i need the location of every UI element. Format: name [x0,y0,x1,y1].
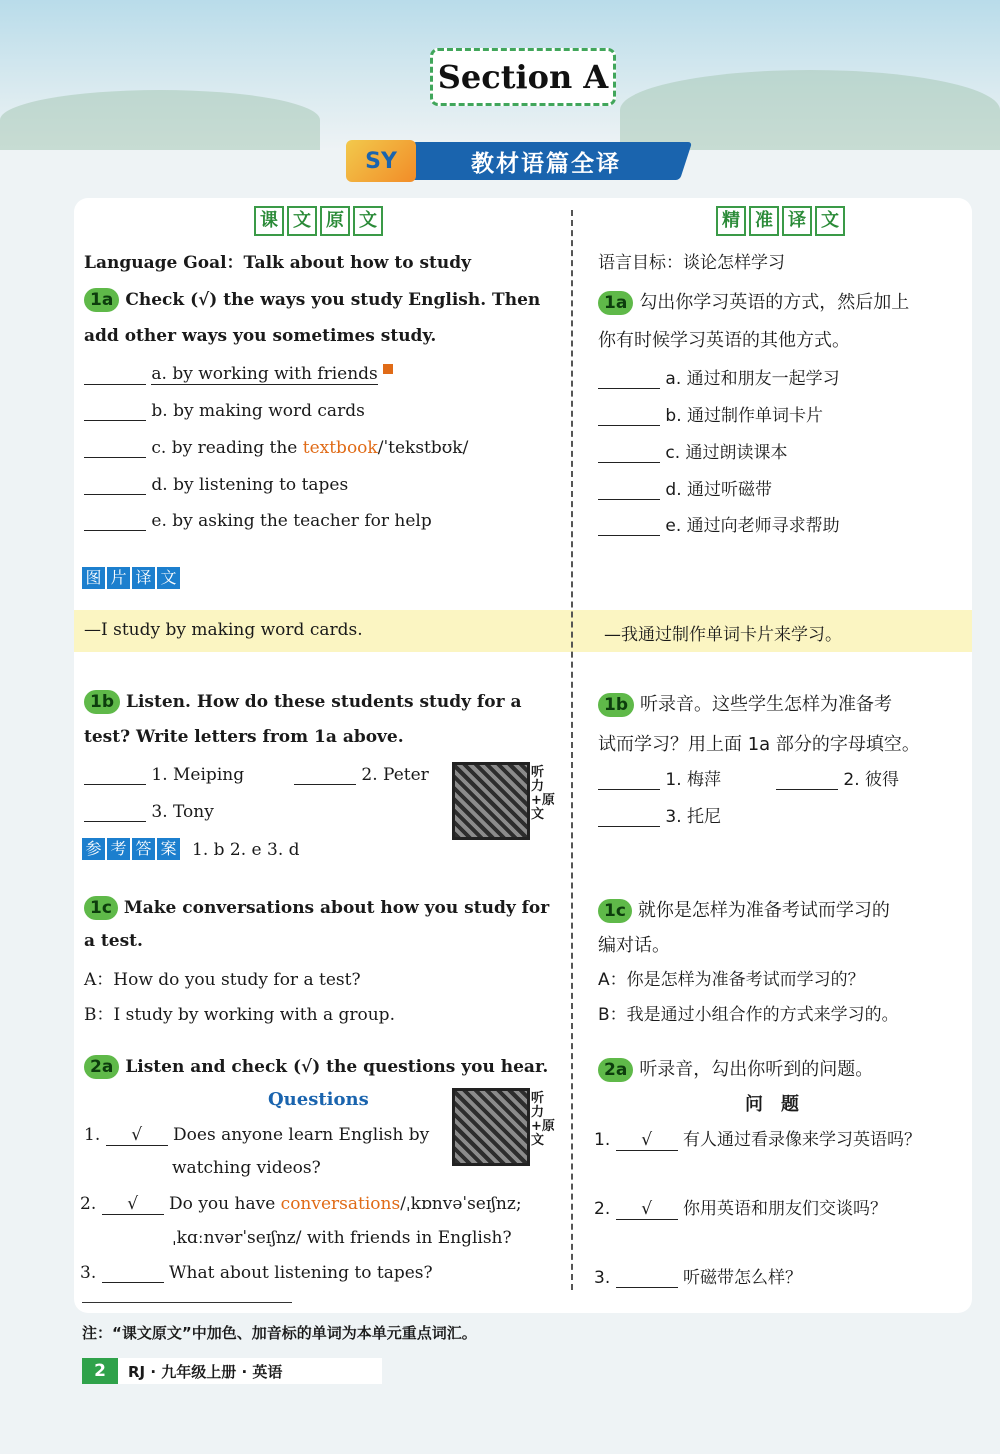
check-mark[interactable]: √ [616,1130,678,1151]
tag-char: 文 [353,206,383,236]
option-a-cn [598,364,840,389]
answer-blank[interactable] [294,768,356,785]
section-title-box [430,48,616,106]
question-1c-line1 [84,896,549,920]
option-b-cn [598,401,823,426]
question-number: 1b [598,693,634,717]
question-text: Check (√) the ways you study English. Then [125,290,541,310]
item-text: 2. 彼得 [843,770,900,790]
key-word: conversations [280,1194,401,1214]
check-mark[interactable]: √ [106,1125,168,1146]
answer-blank[interactable] [84,441,146,458]
item-text: 2. Peter [361,765,429,785]
question-1c-cn-line2: 编对话。 [598,935,670,956]
question-text: Do you have [169,1194,281,1214]
question-text: 听录音。这些学生怎样为准备考 [640,694,892,715]
item-1b-3 [84,802,214,822]
questions-title: Questions [268,1089,369,1110]
question-text: What about listening to tapes? [169,1263,433,1283]
tag-reference-answer [82,838,180,860]
question-text: 勾出你学习英语的方式，然后加上 [639,292,910,313]
option-d [84,475,348,495]
tag-char: 译 [782,206,812,236]
option-text: a. by working with friends [151,364,378,384]
reference-answers: 1. b 2. e 3. d [192,840,300,860]
item-number: 3. [594,1268,611,1288]
question-2a-1-cont: watching videos? [172,1158,321,1178]
answer-blank[interactable] [84,768,146,785]
phonetic: /ˈtekstbʊk/ [377,438,469,458]
item-1b-cn-3 [598,802,721,827]
option-text: b. 通过制作单词卡片 [665,406,824,426]
answer-blank[interactable] [598,519,660,536]
question-2a-1 [84,1125,429,1146]
language-goal-cn: 语言目标：谈论怎样学习 [598,253,785,273]
qr-code-icon[interactable] [452,762,530,840]
tag-char: 片 [107,567,130,589]
question-text: Does anyone learn English by [173,1125,430,1145]
footnote: 注：“课文原文”中加色、加音标的单词为本单元重点词汇。 [82,1324,477,1342]
tag-char: 参 [82,838,105,860]
question-1a-line2: add other ways you sometimes study. [84,326,437,346]
answer-blank[interactable] [598,773,660,790]
note-marker-icon [383,364,393,374]
question-1b-line1 [84,690,521,714]
answer-blank[interactable] [84,404,146,421]
tag-char: 精 [716,206,746,236]
item-number: 2. [80,1194,97,1214]
question-number: 1c [598,899,632,923]
tag-char: 答 [132,838,155,860]
item-text: 1. Meiping [151,765,245,785]
listen-label: 听力+原文 [531,1091,555,1148]
picture-text-cn: —我通过制作单词卡片来学习。 [604,625,842,645]
tag-char: 图 [82,567,105,589]
item-number: 3. [80,1263,97,1283]
question-2a-3 [80,1263,433,1283]
language-goal: Language Goal：Talk about how to study [84,253,472,273]
page-number: 2 [82,1358,118,1384]
option-text: c. 通过朗读课本 [665,443,788,463]
item-text: 1. 梅萍 [665,770,722,790]
question-number: 1a [84,288,119,312]
heading-bar [346,140,698,182]
option-text: b. by making word cards [151,401,365,421]
option-text: d. 通过听磁带 [665,480,773,500]
question-text: Make conversations about how you study for [123,898,550,918]
section-title: Section A [437,58,609,96]
question-1a-line1 [84,288,540,312]
key-word: textbook [302,438,378,458]
question-1c-cn-line1 [598,896,890,923]
tag-char: 文 [287,206,317,236]
tag-char: 文 [157,567,180,589]
conversation-a-cn: A：你是怎样为准备考试而学习的？ [598,970,865,990]
question-1b-cn-line1 [598,690,892,717]
option-text: d. by listening to tapes [151,475,349,495]
question-number: 2a [598,1058,633,1082]
option-text: c. by reading the [151,438,303,458]
tag-char: 案 [157,838,180,860]
option-text: e. by asking the teacher for help [151,511,432,531]
item-number: 2. [594,1199,611,1219]
question-2a [84,1055,548,1079]
option-b [84,401,365,421]
option-text: e. 通过向老师寻求帮助 [665,516,840,536]
qr-code-icon[interactable] [452,1088,530,1166]
tag-char: 原 [320,206,350,236]
answer-blank[interactable] [598,446,660,463]
answer-blank[interactable] [598,810,660,827]
question-2a-cn-3 [594,1263,802,1288]
question-number: 1b [84,690,120,714]
item-1b-1 [84,765,244,785]
option-c [84,438,468,458]
question-text: Listen. How do these students study for a [126,692,522,712]
question-2a-cn [598,1055,873,1082]
tag-picture-translation [82,567,180,589]
listen-label: 听力+原文 [531,765,555,822]
answer-blank[interactable] [84,514,146,531]
banner-hill [620,70,1000,150]
option-e [84,511,432,531]
tag-original-text [254,206,383,236]
question-1a-cn-line2: 你有时候学习英语的其他方式。 [598,330,850,351]
question-number: 2a [84,1055,119,1079]
picture-text-en: —I study by making word cards. [84,620,363,640]
answer-blank[interactable] [598,409,660,426]
answer-blank[interactable] [84,368,146,385]
answer-blank[interactable] [102,1266,164,1283]
item-1b-cn-1 [598,765,721,790]
question-2a-cn-2 [594,1194,887,1220]
question-text: 有人通过看录像来学习英语吗？ [683,1130,922,1150]
option-text: a. 通过和朋友一起学习 [665,369,840,389]
question-2a-2-cont: ˌkɑːnvərˈseɪʃnz/ with friends in English? [172,1228,512,1248]
question-text: Listen and check (√) the questions you hear. [125,1057,549,1077]
question-text: 听磁带怎么样？ [683,1268,803,1288]
item-number: 1. [84,1125,101,1145]
note-divider [82,1302,292,1303]
question-number: 1c [84,896,118,920]
check-mark[interactable]: √ [616,1199,678,1220]
phonetic: /ˌkɒnvəˈseɪʃnz; [400,1194,522,1214]
questions-title-cn: 问 题 [745,1094,799,1115]
option-c-cn [598,438,788,463]
column-divider [571,210,573,1290]
answer-blank[interactable] [776,773,838,790]
question-text: 听录音，勾出你听到的问题。 [639,1059,874,1080]
item-1b-cn-2 [776,765,899,790]
tag-char: 课 [254,206,284,236]
question-1c-line2: a test. [84,931,143,951]
answer-blank[interactable] [84,478,146,495]
tag-translation [716,206,845,236]
answer-blank[interactable] [616,1271,678,1288]
item-number: 1. [594,1130,611,1150]
tag-char: 考 [107,838,130,860]
question-1b-cn-line2: 试而学习？用上面 1a 部分的字母填空。 [598,734,920,755]
question-2a-2 [80,1194,522,1215]
option-d-cn [598,475,772,500]
item-text: 3. 托尼 [665,807,722,827]
tag-char: 准 [749,206,779,236]
check-mark[interactable]: √ [102,1194,164,1215]
conversation-a: A：How do you study for a test? [84,970,361,990]
question-1a-cn-line1 [598,288,909,315]
conversation-b-cn: B：我是通过小组合作的方式来学习的。 [598,1005,899,1025]
question-number: 1a [598,291,633,315]
question-text: 你用英语和朋友们交谈吗？ [683,1199,888,1219]
answer-blank[interactable] [84,805,146,822]
tag-char: 译 [132,567,155,589]
item-1b-2 [294,765,429,785]
question-2a-cn-1 [594,1125,921,1151]
tag-char: 文 [815,206,845,236]
banner-hill [0,90,320,150]
question-text: 就你是怎样为准备考试而学习的 [637,900,890,921]
question-1b-line2: test? Write letters from 1a above. [84,727,404,747]
item-text: 3. Tony [151,802,214,822]
conversation-b: B：I study by working with a group. [84,1005,395,1025]
heading-text: 教材语篇全译 [471,150,621,177]
answer-blank[interactable] [598,483,660,500]
answer-blank[interactable] [598,372,660,389]
logo: SY [346,140,416,182]
option-a [84,364,393,385]
book-info: RJ · 九年级上册 · 英语 [128,1363,283,1381]
option-e-cn [598,511,840,536]
